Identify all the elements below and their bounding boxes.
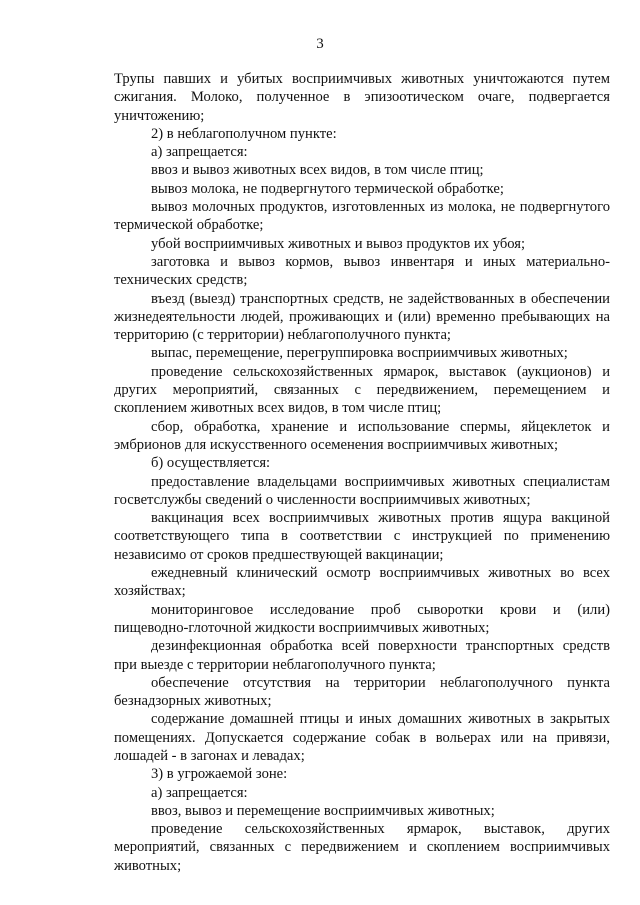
page-number: 3	[316, 36, 324, 52]
list-item: вывоз молочных продуктов, изготовленных из молока, не подвергнутого термической обработке;	[114, 199, 610, 234]
list-item: проведение сельскохозяйственных ярмарок, выставок, других мероприятий, связанных с передвижением и скоплением восприимчивых животных;	[114, 821, 610, 874]
paragraph-subheading-carried-out: б) осуществляется:	[151, 455, 271, 472]
list-item: проведение сельскохозяйственных ярмарок, выставок (аукционов) и других мероприятий, связанных с передвижением, перемещением и скоплением животных всех видов, в том числе птиц;	[114, 363, 610, 417]
list-item: дезинфекционная обработка всей поверхности транспортных средств при выезде с территории неблагополучного пункта;	[114, 638, 610, 673]
list-item: заготовка и вывоз кормов, вывоз инвентаря и иных материально-технических средств;	[114, 253, 610, 289]
list-item: обеспечение отсутствия на территории неблагополучного пункта безнадзорных животных;	[114, 674, 610, 710]
list-item: сбор, обработка, хранение и использование спермы, яйцеклеток и эмбрионов для искусственного осеменения восприимчивых животных;	[114, 418, 610, 453]
document-body	[114, 70, 610, 875]
paragraph-subheading-prohibited: а) запрещается:	[151, 144, 248, 161]
paragraph-carcass-disposal: Трупы павших и убитых восприимчивых животных уничтожаются путем сжигания. Молоко, полученное в эпизоотическом очаге, подвергается уничтожению;	[114, 71, 610, 124]
list-item: предоставление владельцами восприимчивых животных специалистам госветслужбы сведений о численности восприимчивых животных;	[114, 473, 610, 508]
list-item: выпас, перемещение, перегруппировка восприимчивых животных;	[151, 345, 568, 362]
paragraph-heading-threatened-zone: 3) в угрожаемой зоне:	[151, 766, 288, 783]
list-item: ввоз и вывоз животных всех видов, в том числе птиц;	[151, 162, 484, 179]
paragraph-subheading-prohibited: а) запрещается:	[151, 784, 248, 801]
list-item: ежедневный клинический осмотр восприимчивых животных во всех хозяйствах;	[114, 565, 610, 600]
list-item: убой восприимчивых животных и вывоз продуктов их убоя;	[151, 235, 526, 252]
list-item: вывоз молока, не подвергнутого термической обработке;	[151, 180, 504, 197]
list-item: ввоз, вывоз и перемещение восприимчивых животных;	[151, 802, 495, 819]
list-item: вакцинация всех восприимчивых животных против ящура вакциной соответствующего типа в соответствии с инструкцией по применению независимо от сроков предшествующей вакцинации;	[114, 510, 610, 563]
list-item: въезд (выезд) транспортных средств, не задействованных в обеспечении жизнедеятельности людей, проживающих и (или) временно пребывающих на территорию (с территории) неблагополучного пункта;	[114, 290, 610, 344]
list-item: мониторинговое исследование проб сыворотки крови и (или) пищеводно-глоточной жидкости восприимчивых животных;	[114, 601, 610, 636]
list-item: содержание домашней птицы и иных домашних животных в закрытых помещениях. Допускается содержание собак в вольерах или на привязи, лошадей - в загонах и левадах;	[114, 711, 610, 764]
paragraph-heading-unfavorable-point: 2) в неблагополучном пункте:	[151, 125, 337, 142]
